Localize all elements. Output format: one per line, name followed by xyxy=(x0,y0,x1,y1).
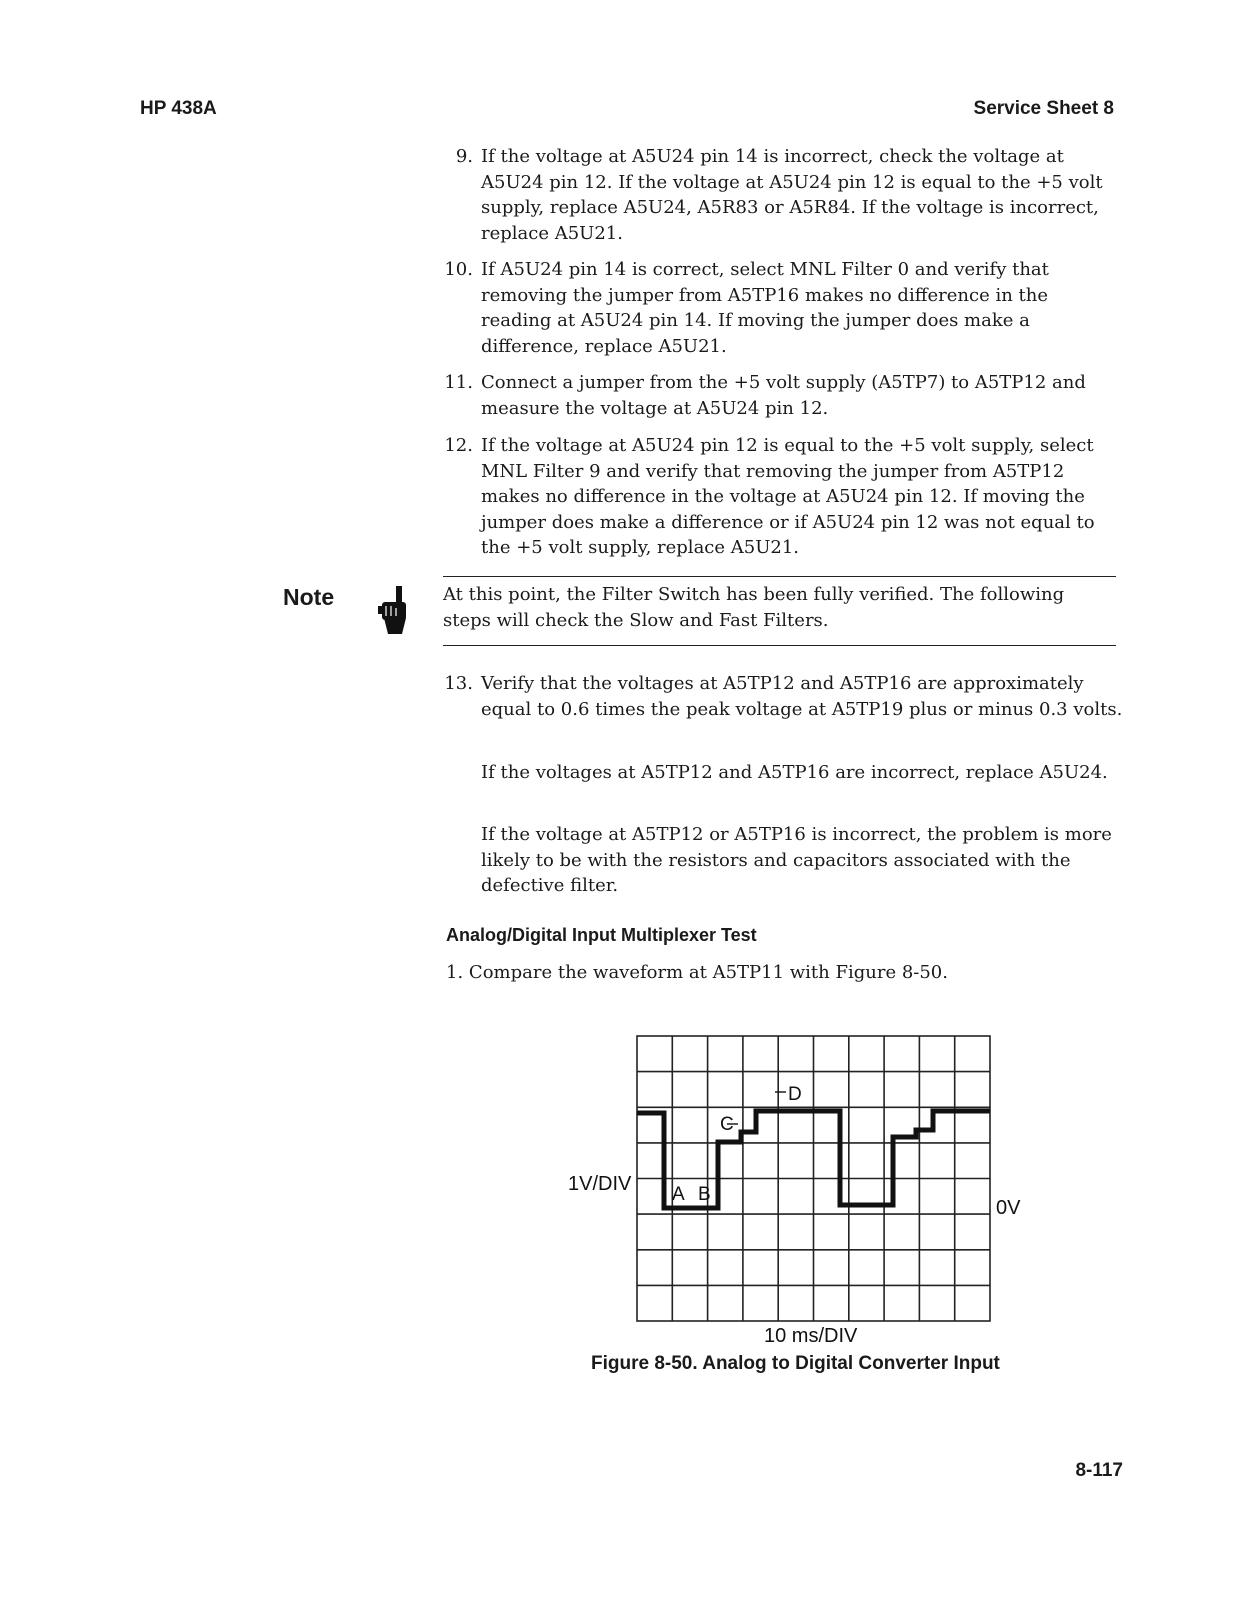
paragraph: If the voltages at A5TP12 and A5TP16 are incorrect, replace A5U24. xyxy=(481,762,1108,783)
item-text: Connect a jumper from the +5 volt supply (A5TP7) to A5TP12 and measure the voltage at A5U24 pin 12. xyxy=(481,372,1086,419)
oscilloscope-figure xyxy=(560,1030,1040,1350)
note-bottom-rule xyxy=(443,645,1116,646)
figure-caption: Figure 8-50. Analog to Digital Converter Input xyxy=(591,1353,1000,1374)
note-top-rule xyxy=(443,576,1116,577)
item-number: 11. xyxy=(444,372,473,393)
list-item xyxy=(443,257,1123,359)
point-label-d: D xyxy=(788,1084,802,1105)
note-text: At this point, the Filter Switch has been fully verified. The following steps will check the Slow and Fast Filters. xyxy=(443,584,1065,631)
list-item xyxy=(443,433,1123,561)
item-text: Verify that the voltages at A5TP12 and A5TP16 are approximately equal to 0.6 times the peak voltage at A5TP19 plus or minus 0.3 volts. xyxy=(481,673,1123,720)
point-label-a: A xyxy=(672,1184,685,1205)
section-heading: Analog/Digital Input Multiplexer Test xyxy=(446,925,757,945)
note-label: Note xyxy=(283,584,335,610)
point-label-c: C xyxy=(720,1114,734,1135)
zero-volt-label: 0V xyxy=(996,1197,1021,1219)
header-model: HP 438A xyxy=(140,98,217,119)
item-number: 13. xyxy=(444,673,473,694)
item-number: 9. xyxy=(455,146,473,167)
list-item xyxy=(443,144,1123,246)
header-section: Service Sheet 8 xyxy=(973,98,1114,119)
paragraph: If the voltage at A5TP12 or A5TP16 is incorrect, the problem is more likely to be with the resistors and capacitors associated with the defective filter. xyxy=(481,824,1112,896)
page-number: 8-117 xyxy=(1075,1460,1123,1481)
item-number: 1. xyxy=(446,962,464,983)
graticule-grid xyxy=(637,1036,990,1321)
x-scale-label: 10 ms/DIV xyxy=(764,1325,858,1347)
item-text: If the voltage at A5U24 pin 14 is incorrect, check the voltage at A5U24 pin 12. If the voltage at A5U24 pin 12 is equal to the +5 volt supply, replace A5U24, A5R83 or A5R84. If the voltage is incorrect, replace A5U21. xyxy=(481,146,1103,244)
item-text: If the voltage at A5U24 pin 12 is equal to the +5 volt supply, select MNL Filter 9 and verify that removing the jumper from A5TP12 makes no difference in the voltage at A5U24 pin 12. If moving the jumper does make a difference or if A5U24 pin 12 was not equal to the +5 volt supply, replace A5U21. xyxy=(481,435,1095,558)
item-number: 12. xyxy=(444,435,473,456)
list-item xyxy=(446,960,948,986)
list-item xyxy=(443,370,1123,421)
y-scale-label: 1V/DIV xyxy=(568,1173,632,1195)
point-label-b: B xyxy=(698,1184,711,1205)
item-number: 10. xyxy=(444,259,473,280)
item-text: Compare the waveform at A5TP11 with Figure 8-50. xyxy=(468,962,948,983)
item-text: If A5U24 pin 14 is correct, select MNL Filter 0 and verify that removing the jumper from A5TP16 makes no difference in the reading at A5U24 pin 14. If moving the jumper does make a difference, replace A5U21. xyxy=(481,259,1049,357)
pointing-hand-icon xyxy=(376,584,410,636)
list-item xyxy=(443,671,1123,722)
